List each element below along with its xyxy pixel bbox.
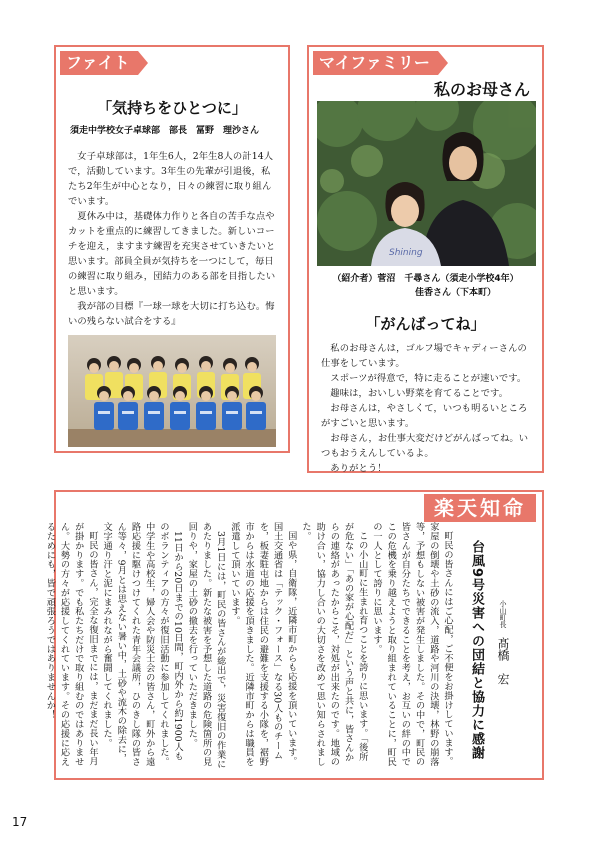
rakuten-paragraph: 町民の皆さん，完全な復旧までには，まだまだ長い年月が掛かります。でも私たちだけで取り組むのではありません。大勢の方々が応援してくれています。その応援に応えるためにも，皆で頑張ろうではありませんか！ — [44, 522, 98, 767]
svg-text:Shining: Shining — [389, 248, 423, 258]
fight-panel — [54, 45, 290, 453]
family-paragraph: お母さんは，やさしくて，いつも明るいところがすごいと思います。 — [321, 403, 528, 429]
fight-author: 須走中学校女子卓球部 部長 冨野 理沙さん — [70, 126, 260, 136]
family-caption-line1: （紹介者）菅沼 千尋さん（須走小学校4年） — [332, 274, 519, 284]
rakuten-panel — [44, 490, 544, 780]
family-photo — [317, 101, 536, 266]
fight-paragraph: 女子卓球部は，1年生6人，2年生8人の計14人で，活動しています。3年生の先輩が引退後，私たち2年生が中心となり，日々の練習に取り組んでいます。 — [68, 151, 274, 207]
fight-section-tag: ファイト — [60, 51, 138, 75]
family-paragraph: 趣味は，おいしい野菜を育てることです。 — [330, 388, 509, 399]
family-paragraph: スポーツが得意で，特に走ることが速いです。 — [330, 373, 527, 384]
family-body — [321, 341, 532, 476]
family-title: 私のお母さん — [433, 80, 530, 99]
rakuten-paragraph: 3月1日には，町民の皆さんが総出で，災害復旧の作業にあたりました。新たな被害を予想した道路の危険箇所の見回りや，家屋の土砂の撤去を行っていただきました。 — [186, 522, 226, 769]
family-headline: 「がんばってね」 — [365, 315, 486, 333]
family-paragraph: お母さん，お仕事大変だけどがんばってね。いつもおうえんしているよ。 — [321, 433, 529, 459]
family-section-tag: マイファミリー — [313, 51, 438, 75]
rakuten-paragraph: 町民の皆さんにはご心配，ご不便をお掛けしています。家屋の倒壊や土砂の流入，道路や河川の決壊，林野の崩落等，予想もしない被害が発生しました。その中で，町民の皆さんが自分たちでできることを考え，お互いの絆の中でこの危機を乗り越えようと取り組まれていることに，町民の一人として誇りに思います。 — [370, 522, 453, 767]
family-paragraph: ありがとう！ — [330, 463, 387, 474]
rakuten-paragraph: この小山町に生まれ育つことを誇りに思います。「後所が危ない」「あの家が心配だ」という声と共に，皆さんからの連絡があったからこそ，対処が出来たのです。地域の助け合い，協力し合いの大切さを改めて思い知らされました。 — [299, 522, 368, 767]
rakuten-author — [495, 600, 512, 685]
rakuten-paragraph: 11日から20日までの10日間，町内外から約1900人ものボランティアの方々が復旧活動に参加してくれました。中学生や高校生，婦人会や防災士会の皆さん，町外から遠路応援に駆けつけてくれた青年会議所，ひのきし隊の皆さん等々，9月とは思えない暑い中，土砂や流木の除去に，文字通り汗と泥にまみれながら奮闘してくれました。 — [101, 522, 184, 767]
rakuten-author-name: 髙橋 宏 — [496, 636, 510, 685]
rakuten-banner: 楽天知命 — [424, 494, 536, 522]
page-number: 17 — [12, 815, 28, 829]
team-photo — [68, 335, 276, 447]
fight-paragraph: 我が部の目標『一球一球を大切に打ち込む。悔いの残らない試合をする』 — [68, 301, 275, 327]
rakuten-paragraph: 国や県，自衛隊，近隣市町からも応援を頂いています。国土交通省は「テック・フォース」なる30人ものチームを，板妻駐屯地からは住民の避難を支援する小隊を，裾野市からは水道の応援を頂きました。近隣市町からは職員を派遣して頂いています。 — [228, 522, 297, 767]
fight-paragraph: 夏休み中は，基礎体力作りと各自の苦手な点やカットを重点的に練習してきました。新しいコーチを迎え，ますます練習を充実させていきたいと思います。部員全員が気持ちを一つにして，毎日の練習に取り組み，団結力のある部を目指したいと思います。 — [68, 211, 276, 297]
fight-headline: 「気持ちをひとつに」 — [97, 99, 247, 117]
family-panel — [307, 45, 544, 473]
rakuten-author-title: 小山町長 — [499, 600, 507, 628]
rakuten-title: 台風9号災害への団結と協力に感謝 — [469, 540, 484, 761]
family-paragraph: 私のお母さんは，ゴルフ場でキャディーさんの仕事をしています。 — [321, 343, 527, 369]
family-caption-line2: 佳香さん（下本町） — [414, 288, 496, 298]
fight-body — [68, 149, 278, 329]
rakuten-body — [44, 522, 454, 770]
